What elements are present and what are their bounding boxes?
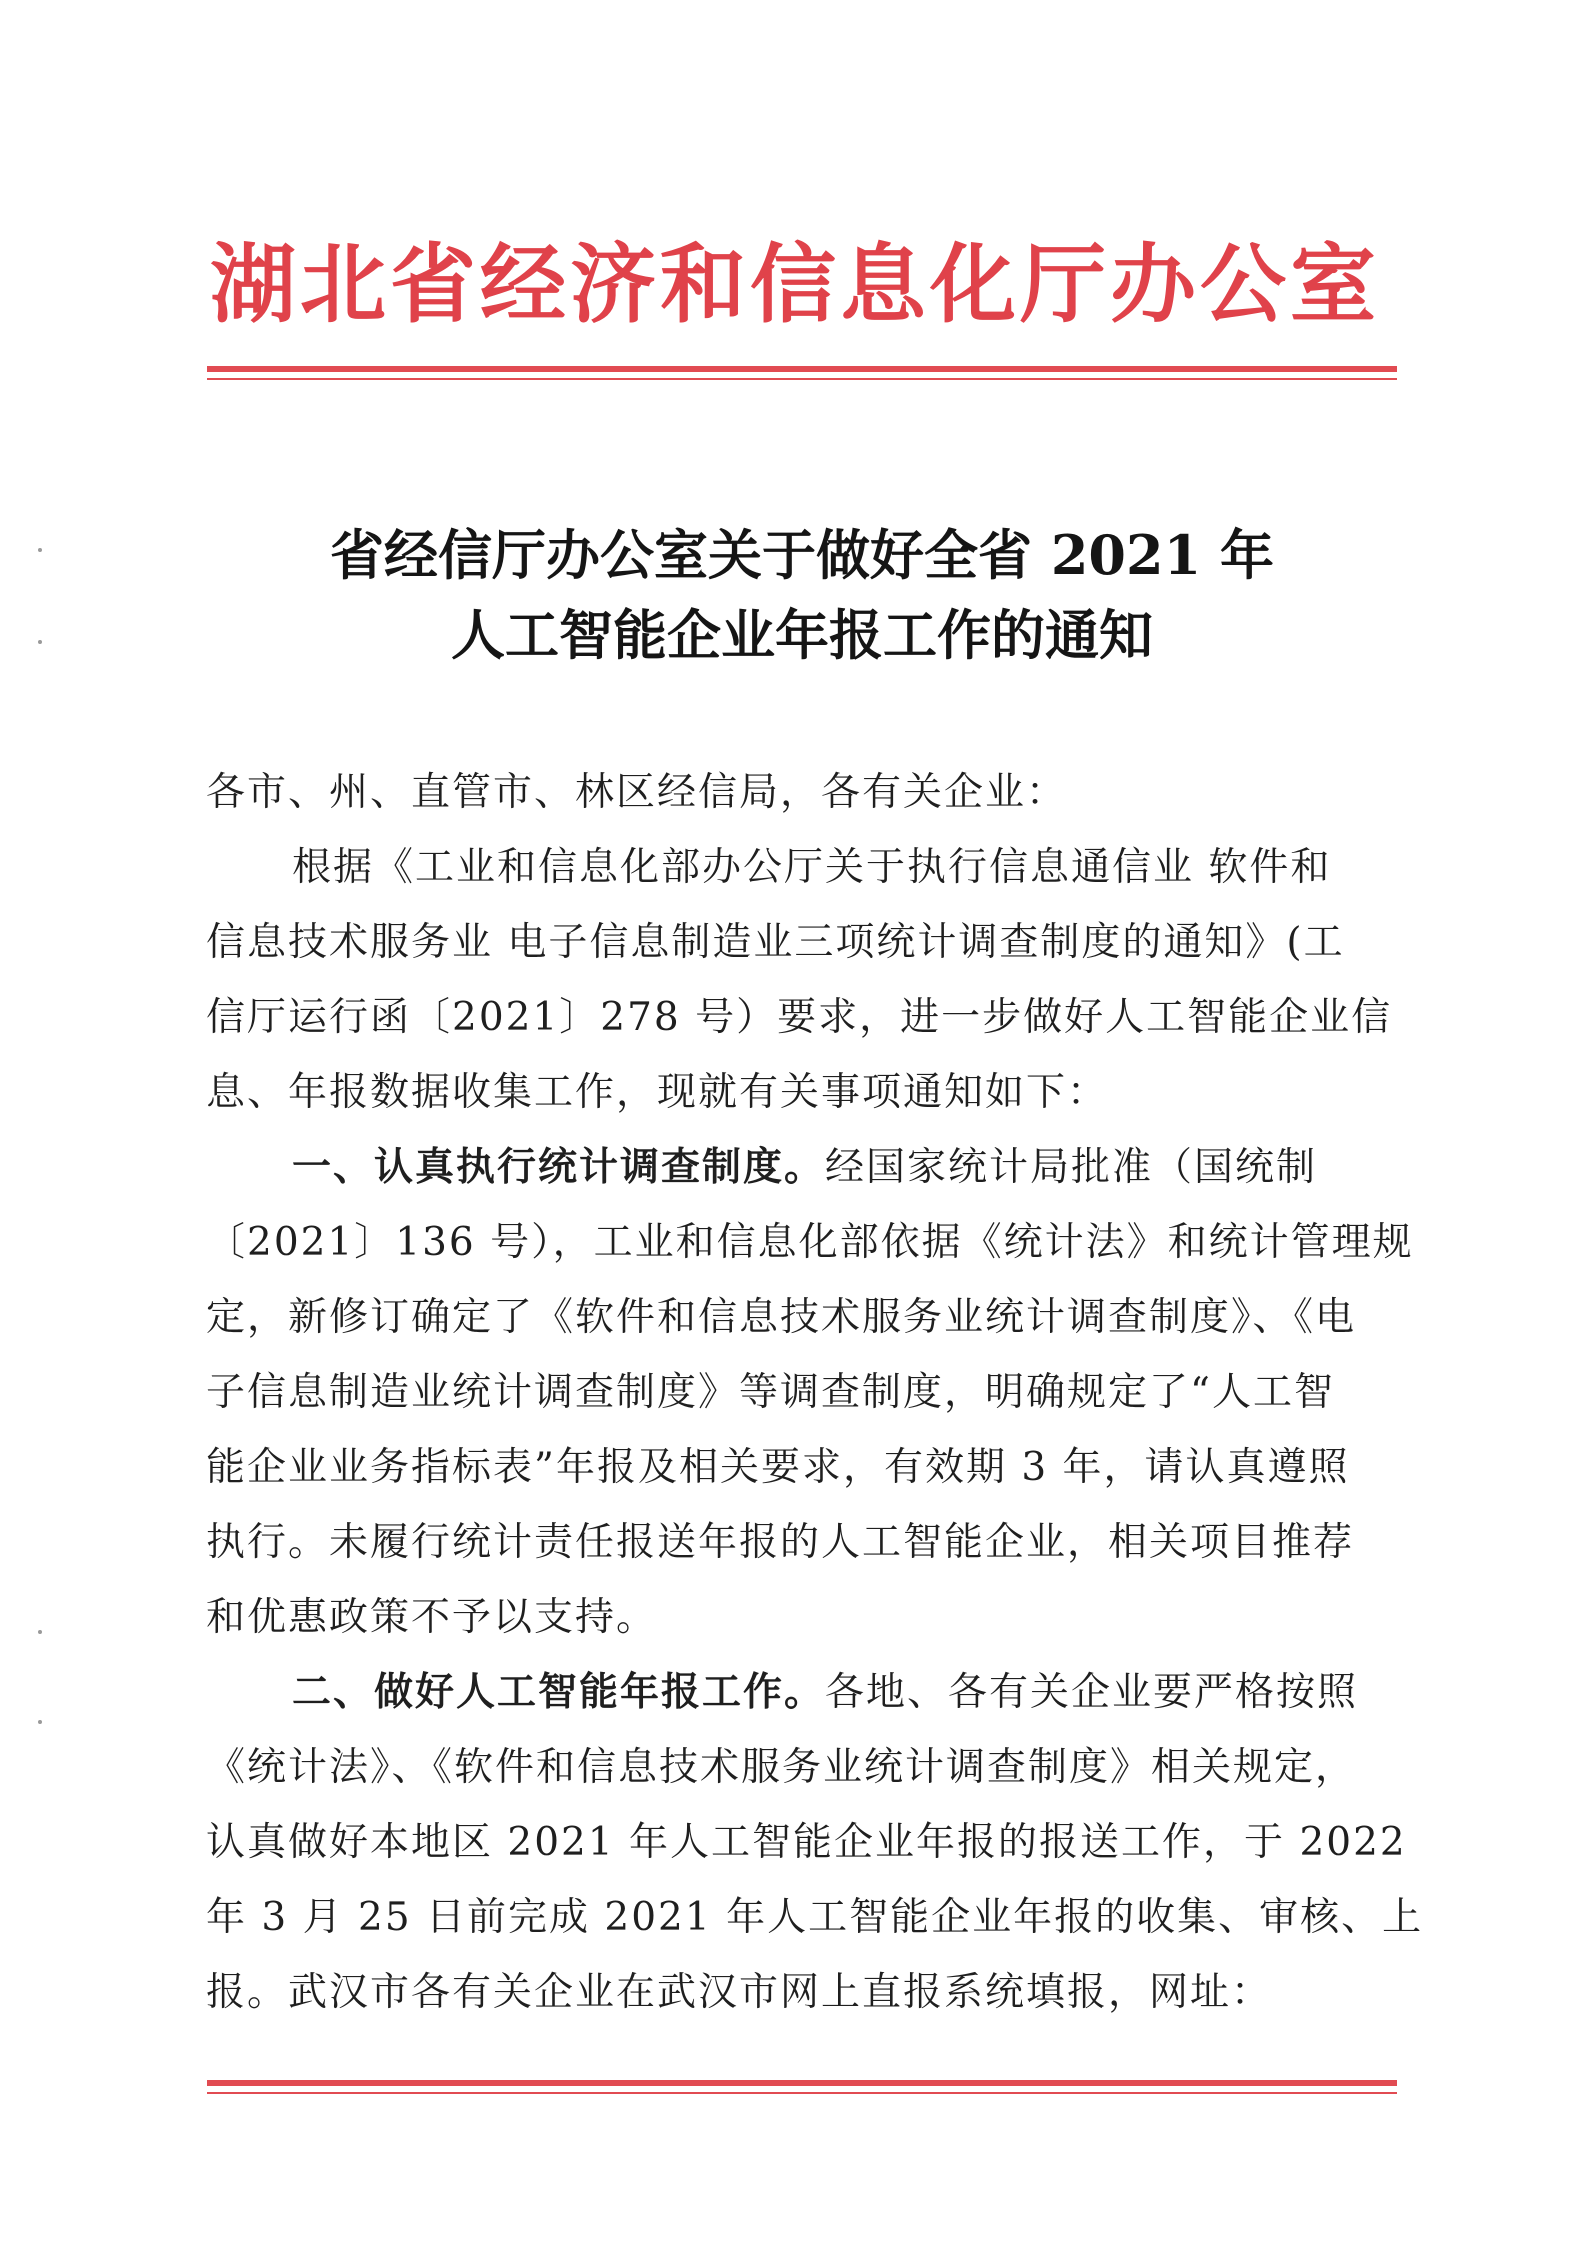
divider-thick-line — [207, 2080, 1397, 2086]
document-body — [206, 755, 1424, 2030]
document-title — [207, 515, 1397, 675]
divider-thin-line — [207, 378, 1397, 380]
section-2-line: 报。武汉市各有关企业在武汉市网上直报系统填报，网址： — [206, 1970, 1273, 2015]
letterhead-divider — [207, 366, 1397, 380]
section-1-line: 〔2021〕136 号），工业和信息化部依据《统计法》和统计管理规 — [206, 1220, 1414, 1265]
document-title-line-2: 人工智能企业年报工作的通知 — [451, 603, 1153, 667]
intro-line: 根据《工业和信息化部办公厅关于执行信息通信业 软件和 — [292, 845, 1332, 890]
salutation: 各市、州、直管市、林区经信局，各有关企业： — [206, 770, 1068, 815]
section-1-line: 执行。未履行统计责任报送年报的人工智能企业，相关项目推荐 — [206, 1520, 1355, 1565]
section-1-line: 子信息制造业统计调查制度》等调查制度，明确规定了“人工智 — [206, 1370, 1335, 1415]
intro-line: 息、年报数据收集工作，现就有关事项通知如下： — [206, 1070, 1109, 1115]
section-1-heading: 一、认真执行统计调查制度。 — [292, 1144, 826, 1190]
scan-speck — [38, 548, 42, 552]
section-2-heading: 二、做好人工智能年报工作。 — [292, 1669, 826, 1715]
letterhead-title: 湖北省经济和信息化厅办公室 — [210, 235, 1380, 335]
intro-line: 信息技术服务业 电子信息制造业三项统计调查制度的通知》(工 — [206, 920, 1345, 965]
section-2-line: 认真做好本地区 2021 年人工智能企业年报的报送工作，于 2022 — [206, 1820, 1407, 1865]
section-1-line: 能企业业务指标表”年报及相关要求，有效期 3 年，请认真遵照 — [206, 1445, 1350, 1490]
footer-divider — [207, 2080, 1397, 2094]
divider-thick-line — [207, 366, 1397, 372]
document-title-line-1: 省经信厅办公室关于做好全省 2021 年 — [330, 523, 1274, 587]
section-2-first-line — [206, 1655, 1396, 1730]
divider-thin-line — [207, 2092, 1397, 2094]
intro-line: 信厅运行函〔2021〕278 号）要求，进一步做好人工智能企业信 — [206, 995, 1393, 1040]
scan-speck — [38, 1630, 42, 1634]
section-2-first-line-text: 各地、各有关企业要严格按照 — [825, 1670, 1359, 1715]
section-1-first-line — [206, 1130, 1396, 1205]
section-1-line: 和优惠政策不予以支持。 — [206, 1595, 658, 1640]
section-1-first-line-text: 经国家统计局批准（国统制 — [825, 1145, 1318, 1190]
section-2-line: 《统计法》、《软件和信息技术服务业统计调查制度》相关规定， — [206, 1745, 1357, 1790]
scan-speck — [38, 1720, 42, 1724]
scan-speck — [38, 640, 42, 644]
section-1-line: 定，新修订确定了《软件和信息技术服务业统计调查制度》、《电 — [206, 1295, 1357, 1340]
section-2-line: 年 3 月 25 日前完成 2021 年人工智能企业年报的收集、审核、上 — [206, 1895, 1424, 1940]
